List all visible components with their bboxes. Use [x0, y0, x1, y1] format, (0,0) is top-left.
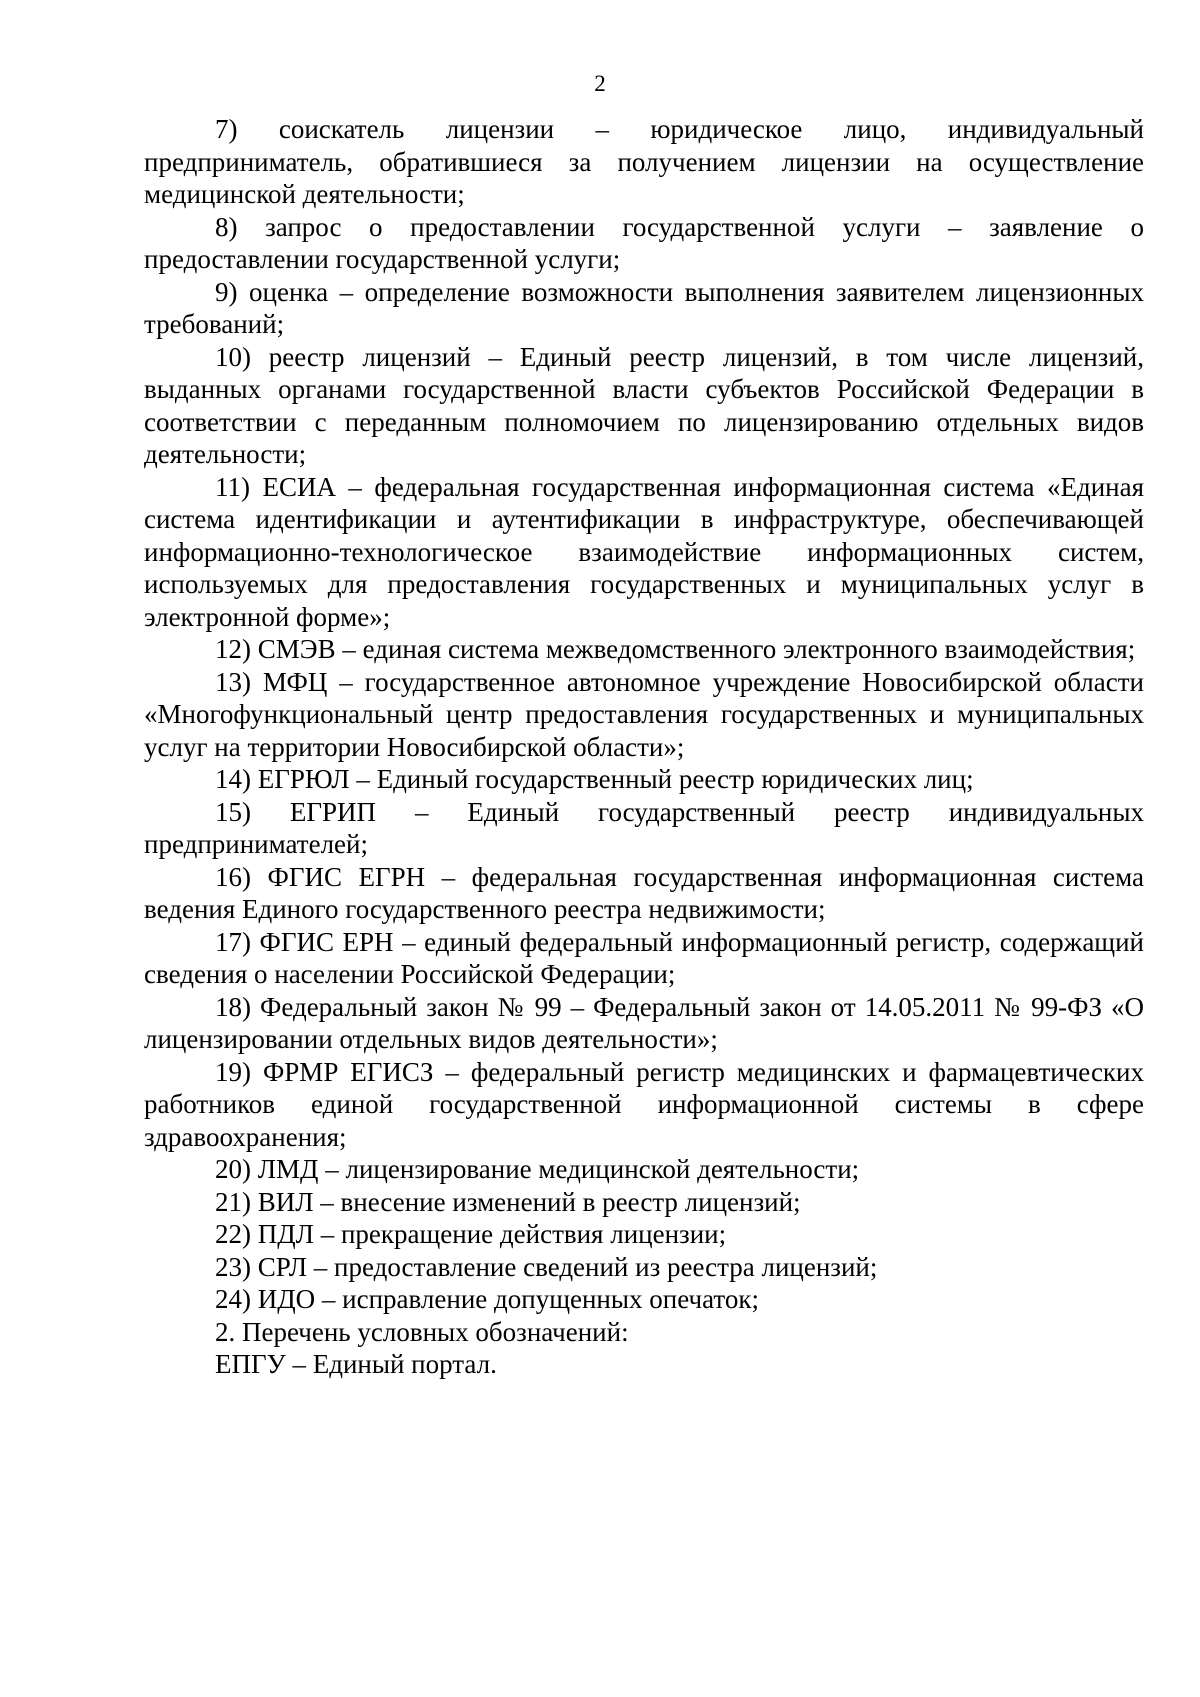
list-item-9: 9) оценка – определение возможности выполнения заявителем лицензионных требований; [144, 276, 1144, 339]
list-item-10: 10) реестр лицензий – Единый реестр лицензий, в том числе лицензий, выданных органами государственной власти субъектов Российской Федерации в соответствии с переданным полномочием по лицензированию отдельных видов деятельности; [144, 341, 1144, 469]
list-item-11: 11) ЕСИА – федеральная государственная информационная система «Единая система идентификации и аутентификации в инфраструктуре, обеспечивающей информационно-технологическое взаимодействие информационных систем, используемых для предоставления государственных и муниципальных услуг в электронной форме»; [144, 471, 1144, 632]
list-item-18: 18) Федеральный закон № 99 – Федеральный закон от 14.05.2011 № 99-ФЗ «О лицензировании отдельных видов деятельности»; [144, 991, 1144, 1054]
list-item-19: 19) ФРМР ЕГИСЗ – федеральный регистр медицинских и фармацевтических работников единой государственной информационной системы в сфере здравоохранения; [144, 1056, 1144, 1152]
list-item-17: 17) ФГИС ЕРН – единый федеральный информационный регистр, содержащий сведения о населении Российской Федерации; [144, 926, 1144, 989]
list-item-7: 7) соискатель лицензии – юридическое лицо, индивидуальный предприниматель, обратившиеся за получением лицензии на осуществление медицинской деятельности; [144, 114, 1144, 209]
list-item-12: 12) СМЭВ – единая система межведомственного электронного взаимодействия; [215, 634, 1136, 664]
list-item-23: 23) СРЛ – предоставление сведений из реестра лицензий; [215, 1251, 878, 1282]
list-item-13: 13) МФЦ – государственное автономное учреждение Новосибирской области «Многофункциональный центр предоставления государственных и муниципальных услуг на территории Новосибирской области»; [144, 666, 1144, 762]
list-item-8: 8) запрос о предоставлении государственной услуги – заявление о предоставлении государственной услуги; [144, 211, 1144, 274]
section-heading-2: 2. Перечень условных обозначений: [215, 1316, 629, 1347]
list-item-20: 20) ЛМД – лицензирование медицинской деятельности; [215, 1154, 860, 1184]
list-item-14: 14) ЕГРЮЛ – Единый государственный реестр юридических лиц; [215, 764, 974, 794]
notation-item-epgu: ЕПГУ – Единый портал. [215, 1349, 497, 1379]
list-item-24: 24) ИДО – исправление допущенных опечаток; [215, 1284, 759, 1314]
list-item-21: 21) ВИЛ – внесение изменений в реестр лицензий; [215, 1186, 801, 1217]
list-item-16: 16) ФГИС ЕГРН – федеральная государственная информационная система ведения Единого государственного реестра недвижимости; [144, 861, 1144, 924]
list-item-15: 15) ЕГРИП – Единый государственный реестр индивидуальных предпринимателей; [144, 796, 1144, 859]
list-item-22: 22) ПДЛ – прекращение действия лицензии; [215, 1219, 727, 1249]
page-number: 2 [594, 71, 606, 96]
document-body [144, 113, 1144, 1381]
